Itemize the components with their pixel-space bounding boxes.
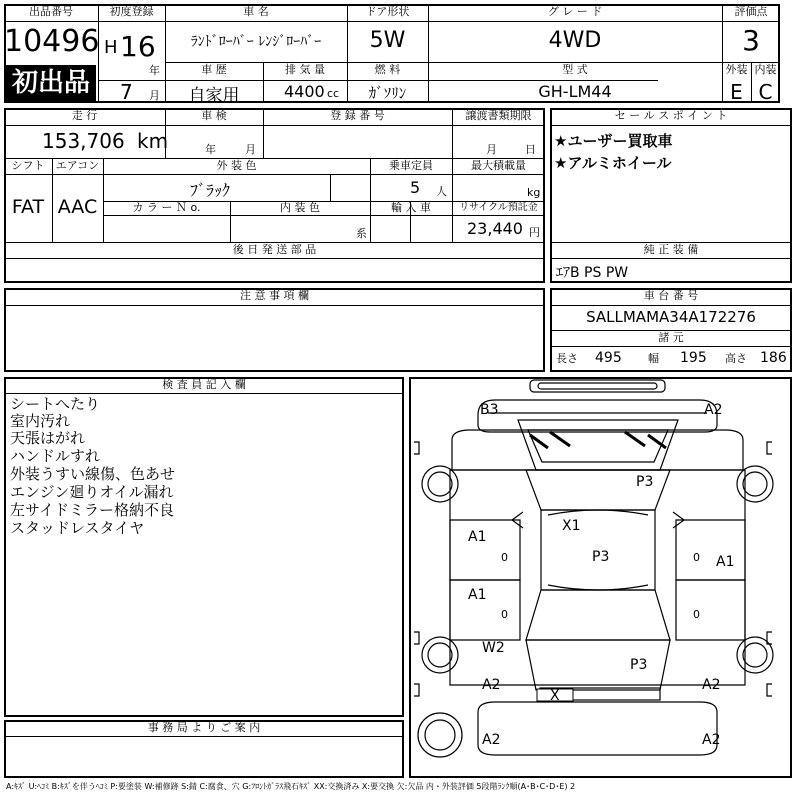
vin: SALLMAMA34A172276 [586, 308, 756, 326]
recycle-fee: 23,440 [467, 219, 523, 238]
ext-color: ﾌﾞﾗｯｸ [190, 181, 231, 200]
sales-points-label: セ ー ル ス ポ イ ン ト [614, 109, 728, 122]
score: 3 [742, 24, 760, 57]
ext-color-label: 外 装 色 [216, 159, 257, 172]
model-code: GH-LM44 [538, 82, 612, 101]
remark-1: シートへたり [10, 395, 101, 413]
mileage-label: 走 行 [71, 109, 98, 122]
shift-label: シフト [11, 159, 45, 172]
history: 自家用 [188, 86, 240, 106]
displacement: 4400 [284, 82, 325, 101]
car-name: ﾗﾝﾄﾞﾛｰﾊﾞｰ ﾚﾝｼﾞﾛｰﾊﾞｰ [190, 34, 322, 50]
dimensions-label: 諸 元 [658, 331, 684, 344]
car-name-label: 車 名 [243, 5, 269, 18]
mark-p3-hood: P3 [636, 474, 654, 490]
interior-grade-label: 内装 [754, 63, 777, 76]
transfer-month-unit: 月 [486, 143, 497, 156]
height: 186 [760, 350, 787, 366]
reg-era: H [104, 37, 118, 58]
mark-b3: B3 [480, 402, 499, 418]
remark-6: エンジン廻りオイル漏れ [10, 483, 174, 501]
reg-number-label: 登 録 番 号 [330, 109, 385, 122]
inspection-label: 車 検 [201, 109, 227, 122]
mark-a1-right: A1 [716, 554, 735, 570]
inspector-label: 検 査 員 記 入 欄 [162, 378, 246, 391]
remark-8: スタッドレスタイヤ [10, 519, 145, 537]
exterior-grade-label: 外装 [725, 63, 748, 76]
mark-w2: W2 [482, 640, 505, 656]
mark-a2-left: A2 [482, 677, 501, 693]
remark-2: 室内汚れ [10, 412, 71, 430]
width-label: 幅 [648, 352, 659, 365]
equipment-label: 純 正 装 備 [643, 243, 699, 256]
fuel: ｶﾞｿﾘﾝ [368, 84, 407, 102]
int-color-suffix: 系 [356, 227, 367, 240]
aircon: AAC [57, 196, 98, 218]
model-label: 型 式 [562, 63, 588, 76]
mark-a2-front-right: A2 [704, 402, 723, 418]
reg-year-unit: 年 [149, 64, 160, 77]
displacement-label: 排 気 量 [285, 63, 325, 76]
reg-month: 7 [120, 80, 133, 104]
capacity-unit: 人 [436, 185, 447, 198]
reg-year: 16 [120, 30, 156, 63]
mark-a2-bottom-left: A2 [482, 732, 501, 748]
chassis-label: 車 台 番 号 [643, 289, 699, 302]
grade-label: グ レ ー ド [547, 5, 603, 18]
sales-point-2: ★アルミホイール [554, 154, 672, 172]
first-listing-badge: 初出品 [6, 65, 96, 101]
grade: 4WD [548, 28, 602, 53]
exterior-grade: E [730, 80, 743, 104]
transfer-deadline-label: 譲渡書類期限 [465, 109, 532, 122]
mark-a2-right: A2 [702, 677, 721, 693]
width: 195 [680, 350, 707, 366]
mark-a2-bottom-right: A2 [702, 732, 721, 748]
score-label: 評価点 [734, 5, 768, 18]
lot-number-label: 出品番号 [29, 5, 73, 18]
mileage-unit: km [137, 129, 169, 153]
mark-zero-2: 0 [693, 551, 700, 564]
inspection-year-unit: 年 [205, 143, 216, 156]
remark-3: 天張はがれ [10, 429, 86, 447]
recycle-label: リサイクル預託金 [459, 202, 538, 213]
recycle-unit: 円 [529, 226, 540, 239]
inspection-month-unit: 月 [245, 143, 256, 156]
vehicle-damage-diagram [409, 377, 792, 778]
capacity-label: 乗車定員 [389, 159, 433, 172]
mark-zero-3: 0 [501, 608, 508, 621]
notes-label: 注 意 事 項 欄 [240, 289, 309, 302]
first-reg-label: 初度登録 [109, 5, 154, 18]
mileage: 153,706 [42, 129, 125, 153]
mark-p3-rear: P3 [630, 657, 648, 673]
office-label: 事 務 局 よ り ご 案 内 [147, 721, 261, 734]
door-label: ドア形状 [365, 5, 410, 18]
length: 495 [595, 350, 622, 366]
mark-x-box: X [550, 688, 560, 704]
mark-zero-4: 0 [693, 608, 700, 621]
legend: A:ｷｽﾞ U:ﾍｺﾐ B:ｷｽﾞを伴うﾍｺﾐ P:要塗装 W:補修跡 S:錆 C:腐食、穴 G:ﾌﾛﾝﾄｶﾞﾗｽ飛石ｷｽﾞ XX:交換済み X:要交換 欠:欠品 内・外装評価 5段階ﾗﾝｸ順(A･B･C･D･E) 2 [6, 782, 576, 791]
door-type: 5W [369, 28, 406, 53]
color-no-label: カ ラ ー Ｎ o. [132, 201, 201, 214]
displacement-unit: cc [327, 87, 340, 100]
length-label: 長さ [556, 352, 578, 365]
remark-7: 左サイドミラー格納不良 [10, 501, 174, 519]
height-label: 高さ [725, 352, 747, 365]
capacity: 5 [410, 178, 421, 197]
remark-5: 外装うすい線傷、色あせ [10, 465, 176, 483]
fuel-label: 燃 料 [374, 63, 401, 76]
int-color-label: 内 装 色 [280, 201, 320, 214]
interior-grade: C [758, 80, 773, 104]
transfer-day-unit: 日 [525, 143, 536, 156]
sales-point-1: ★ユーザー買取車 [554, 132, 673, 150]
import-label: 輸 入 車 [391, 201, 431, 214]
remark-4: ハンドルすれ [10, 447, 101, 465]
mark-x1: X1 [562, 518, 581, 534]
mark-zero-1: 0 [501, 551, 508, 564]
mark-a1-left-rear: A1 [468, 587, 487, 603]
shift: FAT [11, 196, 45, 218]
aircon-label: エアコン [55, 159, 100, 172]
lot-number: 10496 [4, 24, 100, 59]
later-parts-label: 後 日 発 送 部 品 [232, 243, 317, 256]
max-load-label: 最大積載量 [471, 159, 526, 172]
max-load-unit: kg [527, 186, 541, 199]
mark-p3-roof: P3 [592, 549, 610, 565]
reg-month-unit: 月 [149, 89, 160, 102]
history-label: 車 歴 [201, 63, 227, 76]
equipment: ｴｱB PS PW [556, 265, 629, 281]
mark-a1-left-front: A1 [468, 529, 487, 545]
